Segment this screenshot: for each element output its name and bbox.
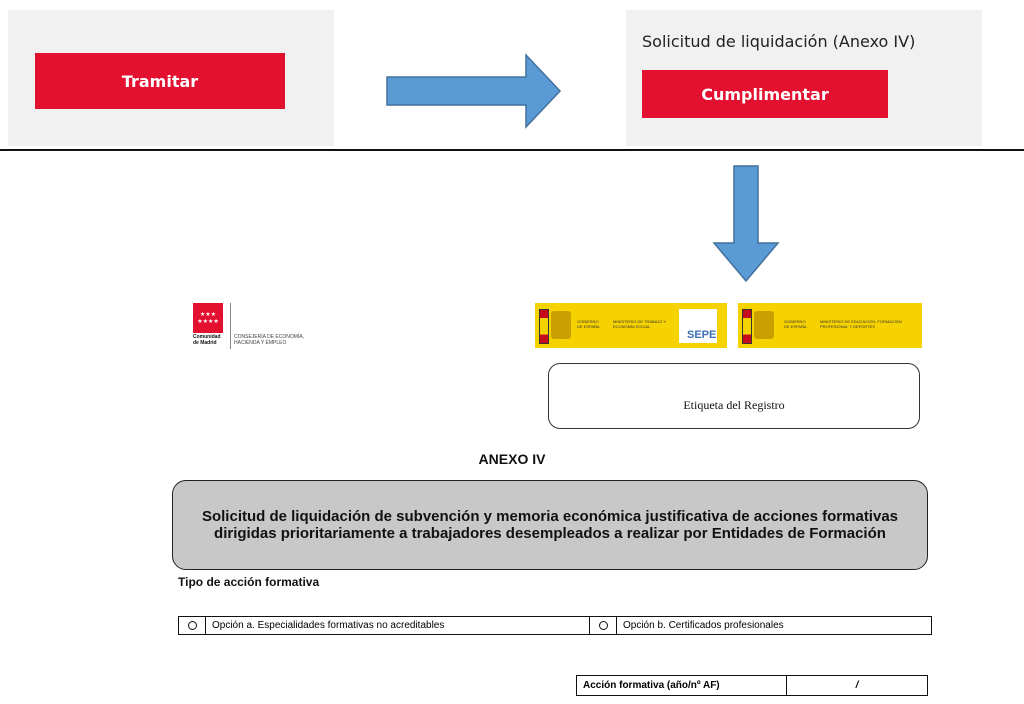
sepe-logo — [679, 309, 717, 343]
tramitar-button[interactable]: Tramitar — [35, 53, 285, 109]
tipo-accion-label: Tipo de acción formativa — [178, 575, 320, 589]
spain-shield-icon — [551, 311, 571, 339]
option-b-label: Opción b. Certificados profesionales — [623, 620, 784, 631]
spain-shield-icon — [754, 311, 774, 339]
accion-formativa-value[interactable]: / — [855, 680, 859, 691]
gobierno-espana-sepe-logo — [535, 303, 727, 348]
madrid-stars: ★★★ ★★★★ — [197, 312, 219, 325]
sepe-text: SEPE — [687, 329, 717, 341]
option-b-radio[interactable] — [599, 621, 608, 630]
right-arrow-icon — [386, 53, 562, 129]
option-b-cell — [590, 617, 617, 634]
gobierno-espana-educacion-logo — [738, 303, 922, 348]
down-arrow-icon — [712, 165, 780, 283]
consejeria-text: CONSEJERÍA DE ECONOMÍA, HACIENDA Y EMPLEO — [234, 334, 305, 346]
divider-line — [0, 149, 1024, 151]
madrid-logo-text: Comunidad de Madrid — [193, 334, 221, 346]
gov2-text-b: MINISTERIO DE EDUCACIÓN, FORMACIÓN PROFESIONAL Y DEPORTES — [820, 319, 902, 329]
gov1-text-a: GOBIERNO DE ESPAÑA — [577, 319, 600, 329]
etiqueta-registro-box: Etiqueta del Registro — [548, 363, 920, 429]
gov2-text-a: GOBIERNO DE ESPAÑA — [784, 319, 807, 329]
anexo-heading: ANEXO IV — [478, 451, 546, 467]
cumplimentar-button[interactable]: Cumplimentar — [642, 70, 888, 118]
gov1-text-b: MINISTERIO DE TRABAJO Y ECONOMÍA SOCIAL — [613, 319, 667, 329]
accion-formativa-label: Acción formativa (año/nº AF) — [577, 676, 787, 695]
document-title-box — [172, 480, 928, 570]
option-a-radio[interactable] — [188, 621, 197, 630]
spain-flag-icon — [539, 309, 549, 344]
solicitud-title: Solicitud de liquidación (Anexo IV) — [642, 32, 916, 51]
accion-formativa-row — [576, 675, 928, 696]
option-a-label: Opción a. Especialidades formativas no acreditables — [206, 617, 590, 634]
comunidad-madrid-logo — [193, 303, 229, 349]
tipo-accion-options — [178, 616, 932, 635]
document-title: Solicitud de liquidación de subvención y memoria económica justificativa de acciones formativas dirigidas prioritariamente a trabajadores desempleados a realizar por Entidades de Formación — [201, 508, 899, 542]
logo-separator — [230, 303, 231, 349]
spain-flag-icon — [742, 309, 752, 344]
option-a-cell — [179, 617, 206, 634]
